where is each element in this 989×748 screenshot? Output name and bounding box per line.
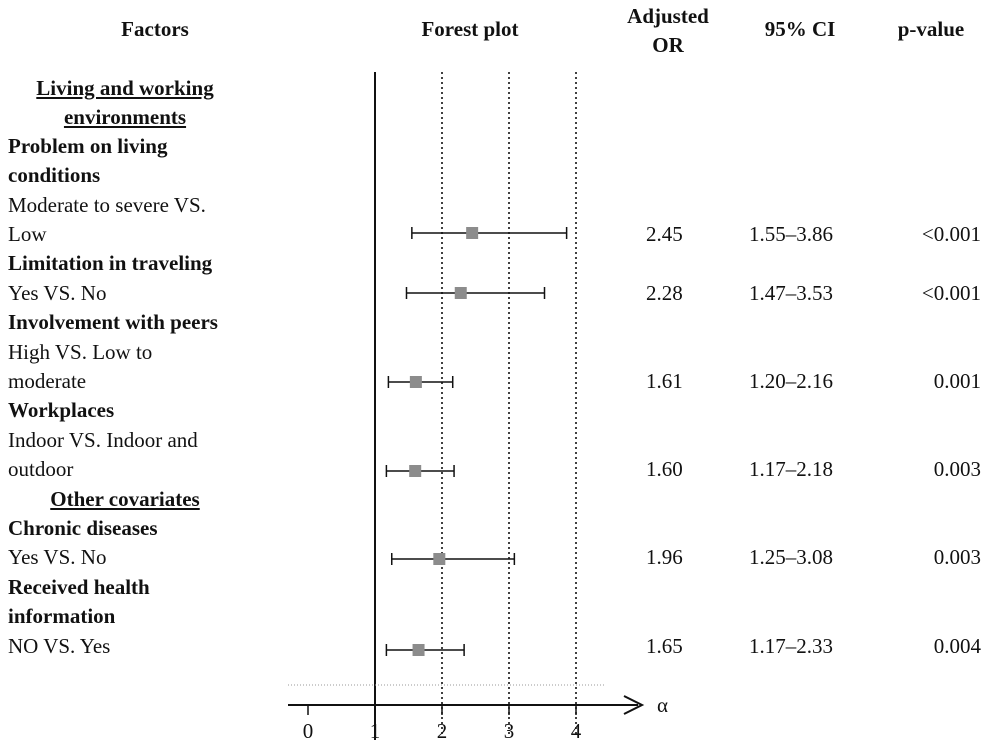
factor-living-conditions-line1: Problem on living <box>8 134 168 158</box>
factor-workplaces: Workplaces <box>8 398 115 422</box>
comparison-workplaces-line1: Indoor VS. Indoor and <box>8 428 198 452</box>
section-other-covariates: Other covariates <box>50 487 200 511</box>
ci-value: 1.25–3.08 <box>749 545 833 569</box>
x-tick-label: 1 <box>369 719 381 743</box>
or-value: 1.96 <box>646 545 683 569</box>
comparison-peers-line1: High VS. Low to <box>8 340 153 364</box>
p-value: <0.001 <box>921 281 981 305</box>
factor-living-conditions-line2: conditions <box>8 163 101 187</box>
p-value: 0.003 <box>933 545 981 569</box>
or-marker <box>466 227 478 239</box>
x-axis-label: α <box>657 693 669 717</box>
header-ci: 95% CI <box>764 17 836 41</box>
header-adjusted-or-line1: Adjusted <box>627 4 709 28</box>
header-p-value: p-value <box>897 17 965 41</box>
ci-value: 1.17–2.33 <box>749 634 833 658</box>
ci-value: 1.55–3.86 <box>749 222 833 246</box>
header-forest-plot: Forest plot <box>421 17 519 41</box>
section-living-working-line1: Living and working <box>36 76 214 100</box>
factor-health-info-line1: Received health <box>8 575 150 599</box>
comparison-chronic: Yes VS. No <box>8 545 107 569</box>
p-value: 0.004 <box>933 634 981 658</box>
p-value: 0.003 <box>933 457 981 481</box>
ci-value: 1.17–2.18 <box>749 457 833 481</box>
comparison-health-info: NO VS. Yes <box>8 634 111 658</box>
p-value: <0.001 <box>921 222 981 246</box>
or-marker <box>413 644 425 656</box>
x-tick-label: 0 <box>302 719 314 743</box>
comparison-living-conditions-line1: Moderate to severe VS. <box>8 193 206 217</box>
ci-value: 1.47–3.53 <box>749 281 833 305</box>
or-value: 1.61 <box>646 369 683 393</box>
factor-traveling: Limitation in traveling <box>8 251 213 275</box>
or-value: 1.60 <box>646 457 683 481</box>
or-value: 2.45 <box>646 222 683 246</box>
or-marker <box>433 553 445 565</box>
ci-value: 1.20–2.16 <box>749 369 833 393</box>
comparison-workplaces-line2: outdoor <box>8 457 74 481</box>
factor-chronic: Chronic diseases <box>8 516 158 540</box>
header-factors: Factors <box>121 17 189 41</box>
or-marker <box>410 376 422 388</box>
or-marker <box>409 465 421 477</box>
p-value: 0.001 <box>933 369 981 393</box>
or-marker <box>455 287 467 299</box>
header-adjusted-or-line2: OR <box>652 33 684 57</box>
comparison-peers-line2: moderate <box>8 369 87 393</box>
x-tick-label: 2 <box>436 719 448 743</box>
comparison-traveling: Yes VS. No <box>8 281 107 305</box>
or-value: 2.28 <box>646 281 683 305</box>
comparison-living-conditions-line2: Low <box>8 222 47 246</box>
x-tick-label: 4 <box>570 719 582 743</box>
section-living-working-line2: environments <box>63 105 187 129</box>
factor-health-info-line2: information <box>8 604 116 628</box>
or-value: 1.65 <box>646 634 683 658</box>
factor-peers: Involvement with peers <box>8 310 218 334</box>
x-tick-label: 3 <box>503 719 515 743</box>
